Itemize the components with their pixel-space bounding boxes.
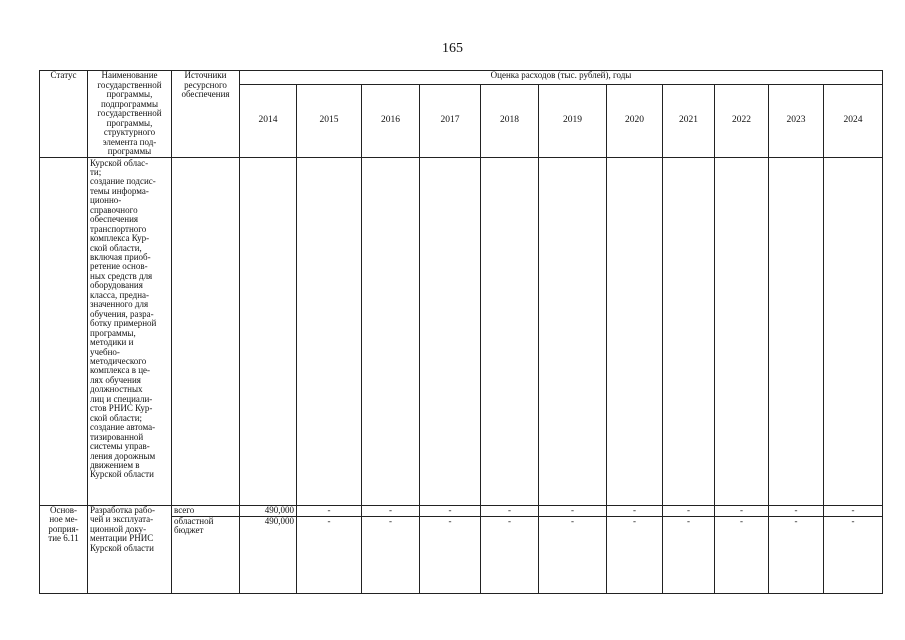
value-cell: - (824, 516, 883, 593)
value-cell: - (362, 516, 420, 593)
header-year: 2020 (607, 84, 663, 157)
value-cell: - (297, 516, 362, 593)
empty-cell (362, 157, 420, 505)
value-cell: - (481, 516, 539, 593)
header-year: 2014 (240, 84, 297, 157)
header-year: 2021 (663, 84, 715, 157)
empty-cell (663, 157, 715, 505)
header-year: 2017 (420, 84, 481, 157)
value-cell: - (539, 505, 607, 516)
value-cell: 490,000 (240, 505, 297, 516)
continuation-row (40, 157, 883, 505)
header-status: Статус (40, 71, 88, 158)
empty-cell (240, 157, 297, 505)
value-cell: - (420, 505, 481, 516)
value-cell: 490,000 (240, 516, 297, 593)
empty-cell (172, 157, 240, 505)
header-year: 2024 (824, 84, 883, 157)
header-year: 2018 (481, 84, 539, 157)
continuation-status-cell (40, 157, 88, 505)
activity-status: Основ- ное ме- роприя- тие 6.11 (40, 505, 88, 593)
row-source: областной бюджет (172, 516, 240, 593)
value-cell: - (539, 516, 607, 593)
continuation-program-name: Курской облас- ти; создание подсис- темы информа- ционно- справочного обеспечения транспортного комплекса Кур- ской области, включая приоб- ретение основ- ных средств для оборудования класса, предна- значенного для обучения, разра- ботку примерной программы, методики и учебно- методического комплекса в це- лях обучения должностных лиц и специали- стов РНИС Кур- ской области; создание автома- тизированной системы управ- ления дорожным движением в Курской области (88, 157, 172, 505)
header-expenses-title: Оценка расходов (тыс. рублей), годы (240, 71, 883, 85)
header-year: 2019 (539, 84, 607, 157)
header-year: 2023 (769, 84, 824, 157)
empty-cell (715, 157, 769, 505)
header-year: 2015 (297, 84, 362, 157)
empty-cell (539, 157, 607, 505)
value-cell: - (769, 505, 824, 516)
value-cell: - (663, 505, 715, 516)
empty-cell (769, 157, 824, 505)
header-program-name: Наименование государственной программы, подпрограммы государственной программы, структурного элемента под- программы (88, 71, 172, 158)
row-source: всего (172, 505, 240, 516)
value-cell: - (420, 516, 481, 593)
value-cell: - (362, 505, 420, 516)
empty-cell (481, 157, 539, 505)
table-row (40, 505, 883, 516)
empty-cell (824, 157, 883, 505)
value-cell: - (769, 516, 824, 593)
header-funding-sources: Источники ресурсного обеспечения (172, 71, 240, 158)
empty-cell (297, 157, 362, 505)
empty-cell (607, 157, 663, 505)
empty-cell (420, 157, 481, 505)
value-cell: - (607, 516, 663, 593)
value-cell: - (607, 505, 663, 516)
page-number: 165 (442, 41, 463, 56)
value-cell: - (663, 516, 715, 593)
value-cell: - (715, 505, 769, 516)
activity-name: Разработка рабо- чей и эксплуата- ционной доку- ментации РНИС Курской области (88, 505, 172, 593)
value-cell: - (481, 505, 539, 516)
header-year: 2022 (715, 84, 769, 157)
value-cell: - (715, 516, 769, 593)
expenses-table (39, 70, 883, 594)
header-year: 2016 (362, 84, 420, 157)
value-cell: - (297, 505, 362, 516)
value-cell: - (824, 505, 883, 516)
